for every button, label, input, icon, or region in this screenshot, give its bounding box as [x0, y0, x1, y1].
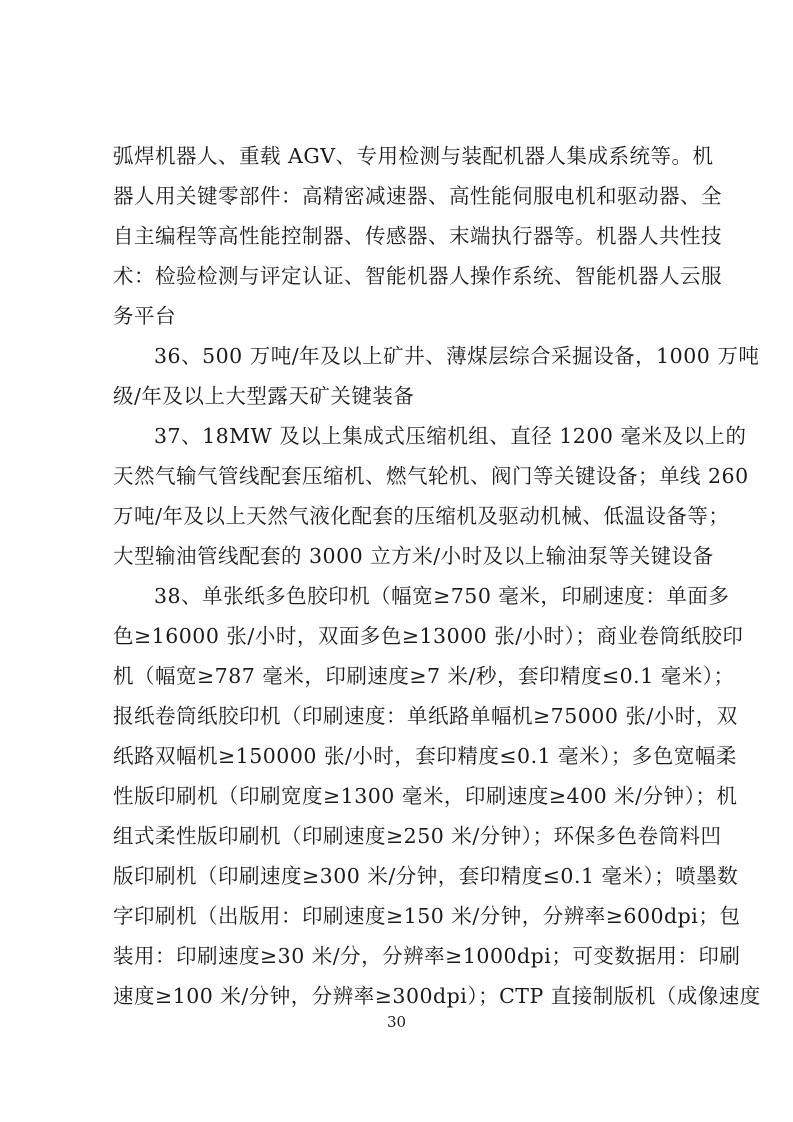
text-line: 色≥16000 张/小时，双面多色≥13000 张/小时）；商业卷筒纸胶印	[113, 624, 744, 648]
text-line: 级/年及以上大型露天矿关键装备	[113, 384, 415, 408]
text-line: 器人用关键零部件：高精密减速器、高性能伺服电机和驱动器、全	[113, 184, 722, 208]
text-line: 纸路双幅机≥150000 张/小时，套印精度≤0.1 毫米）；多色宽幅柔	[113, 744, 737, 768]
paragraph-36-line: 36、500 万吨/年及以上矿井、薄煤层综合采掘设备，1000 万吨	[154, 344, 760, 368]
text-line: 速度≥100 米/分钟，分辨率≥300dpi）；CTP 直接制版机（成像速度	[113, 984, 761, 1008]
text-line: 性版印刷机（印刷宽度≥1300 毫米，印刷速度≥400 米/分钟）；机	[113, 784, 738, 808]
text-line: 术：检验检测与评定认证、智能机器人操作系统、智能机器人云服	[113, 264, 722, 288]
text-line: 弧焊机器人、重载 AGV、专用检测与装配机器人集成系统等。机	[113, 144, 714, 168]
text-line: 版印刷机（印刷速度≥300 米/分钟，套印精度≤0.1 毫米）；喷墨数	[113, 864, 739, 888]
text-line: 自主编程等高性能控制器、传感器、末端执行器等。机器人共性技	[113, 224, 722, 248]
text-line: 字印刷机（出版用：印刷速度≥150 米/分钟，分辨率≥600dpi；包	[113, 904, 741, 928]
paragraph-37-line: 37、18MW 及以上集成式压缩机组、直径 1200 毫米及以上的	[154, 424, 747, 448]
text-line: 机（幅宽≥787 毫米，印刷速度≥7 米/秒，套印精度≤0.1 毫米）；	[113, 664, 735, 688]
text-line: 万吨/年及以上天然气液化配套的压缩机及驱动机械、低温设备等；	[113, 504, 730, 528]
text-line: 装用：印刷速度≥30 米/分，分辨率≥1000dpi；可变数据用：印刷	[113, 944, 741, 968]
text-line: 报纸卷筒纸胶印机（印刷速度：单纸路单幅机≥75000 张/小时，双	[113, 704, 738, 728]
text-line: 大型输油管线配套的 3000 立方米/小时及以上输油泵等关键设备	[113, 544, 714, 568]
text-line: 组式柔性版印刷机（印刷速度≥250 米/分钟）；环保多色卷筒料凹	[113, 824, 722, 848]
text-line: 天然气输气管线配套压缩机、燃气轮机、阀门等关键设备；单线 260	[113, 464, 749, 488]
text-line: 务平台	[113, 304, 176, 328]
paragraph-38-line: 38、单张纸多色胶印机（幅宽≥750 毫米，印刷速度：单面多	[154, 584, 730, 608]
page-number: 30	[386, 1013, 407, 1031]
